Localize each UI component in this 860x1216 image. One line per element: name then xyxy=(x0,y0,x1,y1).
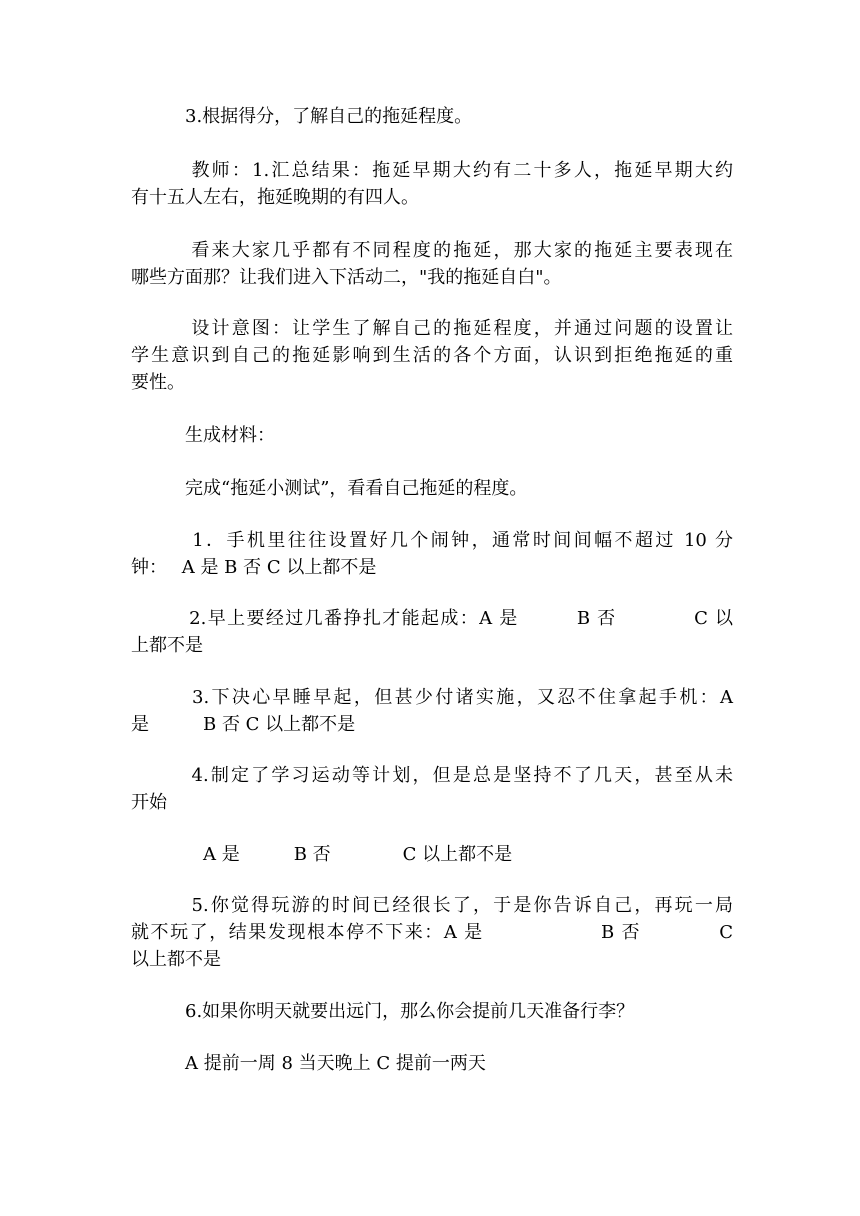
text-line: 有十五人左右，拖延晚期的有四人。 xyxy=(131,187,419,208)
text-line: 4.制定了学习运动等计划，但是总是坚持不了几天，甚至从未 xyxy=(131,765,733,786)
text-line: 开始 xyxy=(131,792,167,813)
paragraph-transition xyxy=(131,237,733,291)
paragraph-question-6 xyxy=(131,998,733,1025)
paragraph-design-intent xyxy=(131,315,733,396)
paragraph-materials-heading xyxy=(131,422,733,449)
text-line: A 提前一周 8 当天晚上 C 提前一两天 xyxy=(131,1053,486,1074)
text-line: 上都不是 xyxy=(131,635,203,656)
text-line: 就不玩了，结果发现根本停不下来：A 是 B 否 C xyxy=(131,922,733,943)
text-line: 看来大家几乎都有不同程度的拖延，那大家的拖延主要表现在 xyxy=(131,240,733,261)
text-line: 钟： A 是 B 否 C 以上都不是 xyxy=(131,557,377,578)
paragraph-question-4 xyxy=(131,762,733,816)
paragraph-question-2 xyxy=(131,605,733,659)
paragraph-question-3 xyxy=(131,684,733,738)
text-line: 以上都不是 xyxy=(131,949,221,970)
text-line: 5.你觉得玩游的时间已经很长了，于是你告诉自己，再玩一局 xyxy=(131,895,733,916)
text-line: 学生意识到自己的拖延影响到生活的各个方面，认识到拒绝拖延的重 xyxy=(131,345,733,366)
paragraph-question-1 xyxy=(131,527,733,581)
text-line: 3.根据得分，了解自己的拖延程度。 xyxy=(131,106,473,127)
text-line: 3.下决心早睡早起，但甚少付诸实施，又忍不住拿起手机：A xyxy=(131,687,733,708)
text-line: 教师：1.汇总结果：拖延早期大约有二十多人，拖延早期大约 xyxy=(131,160,733,181)
text-line: 设计意图：让学生了解自己的拖延程度，并通过问题的设置让 xyxy=(131,318,733,339)
text-line: 1．手机里往往设置好几个闹钟，通常时间间幅不超过 10 分 xyxy=(131,530,733,551)
text-line: 6.如果你明天就要出远门，那么你会提前几天准备行李？ xyxy=(131,1001,635,1022)
text-line: A 是 B 否 C 以上都不是 xyxy=(131,844,513,865)
paragraph-test-intro xyxy=(131,475,733,502)
text-line: 哪些方面那？让我们进入下活动二，"我的拖延自白"。 xyxy=(131,267,562,288)
text-line: 2.早上要经过几番挣扎才能起成：A 是 B 否 C 以 xyxy=(131,608,733,629)
paragraph-question-5 xyxy=(131,892,733,973)
paragraph-teacher-summary xyxy=(131,157,733,211)
paragraph-score-understanding xyxy=(131,103,733,130)
text-line: 生成材料： xyxy=(131,425,275,446)
text-line: 要性。 xyxy=(131,372,185,393)
paragraph-question-6-options xyxy=(131,1050,733,1077)
paragraph-question-4-options xyxy=(131,841,733,868)
text-line: 是 B 否 C 以上都不是 xyxy=(131,714,356,735)
text-line: 完成“拖延小测试”，看看自己拖延的程度。 xyxy=(131,478,528,499)
